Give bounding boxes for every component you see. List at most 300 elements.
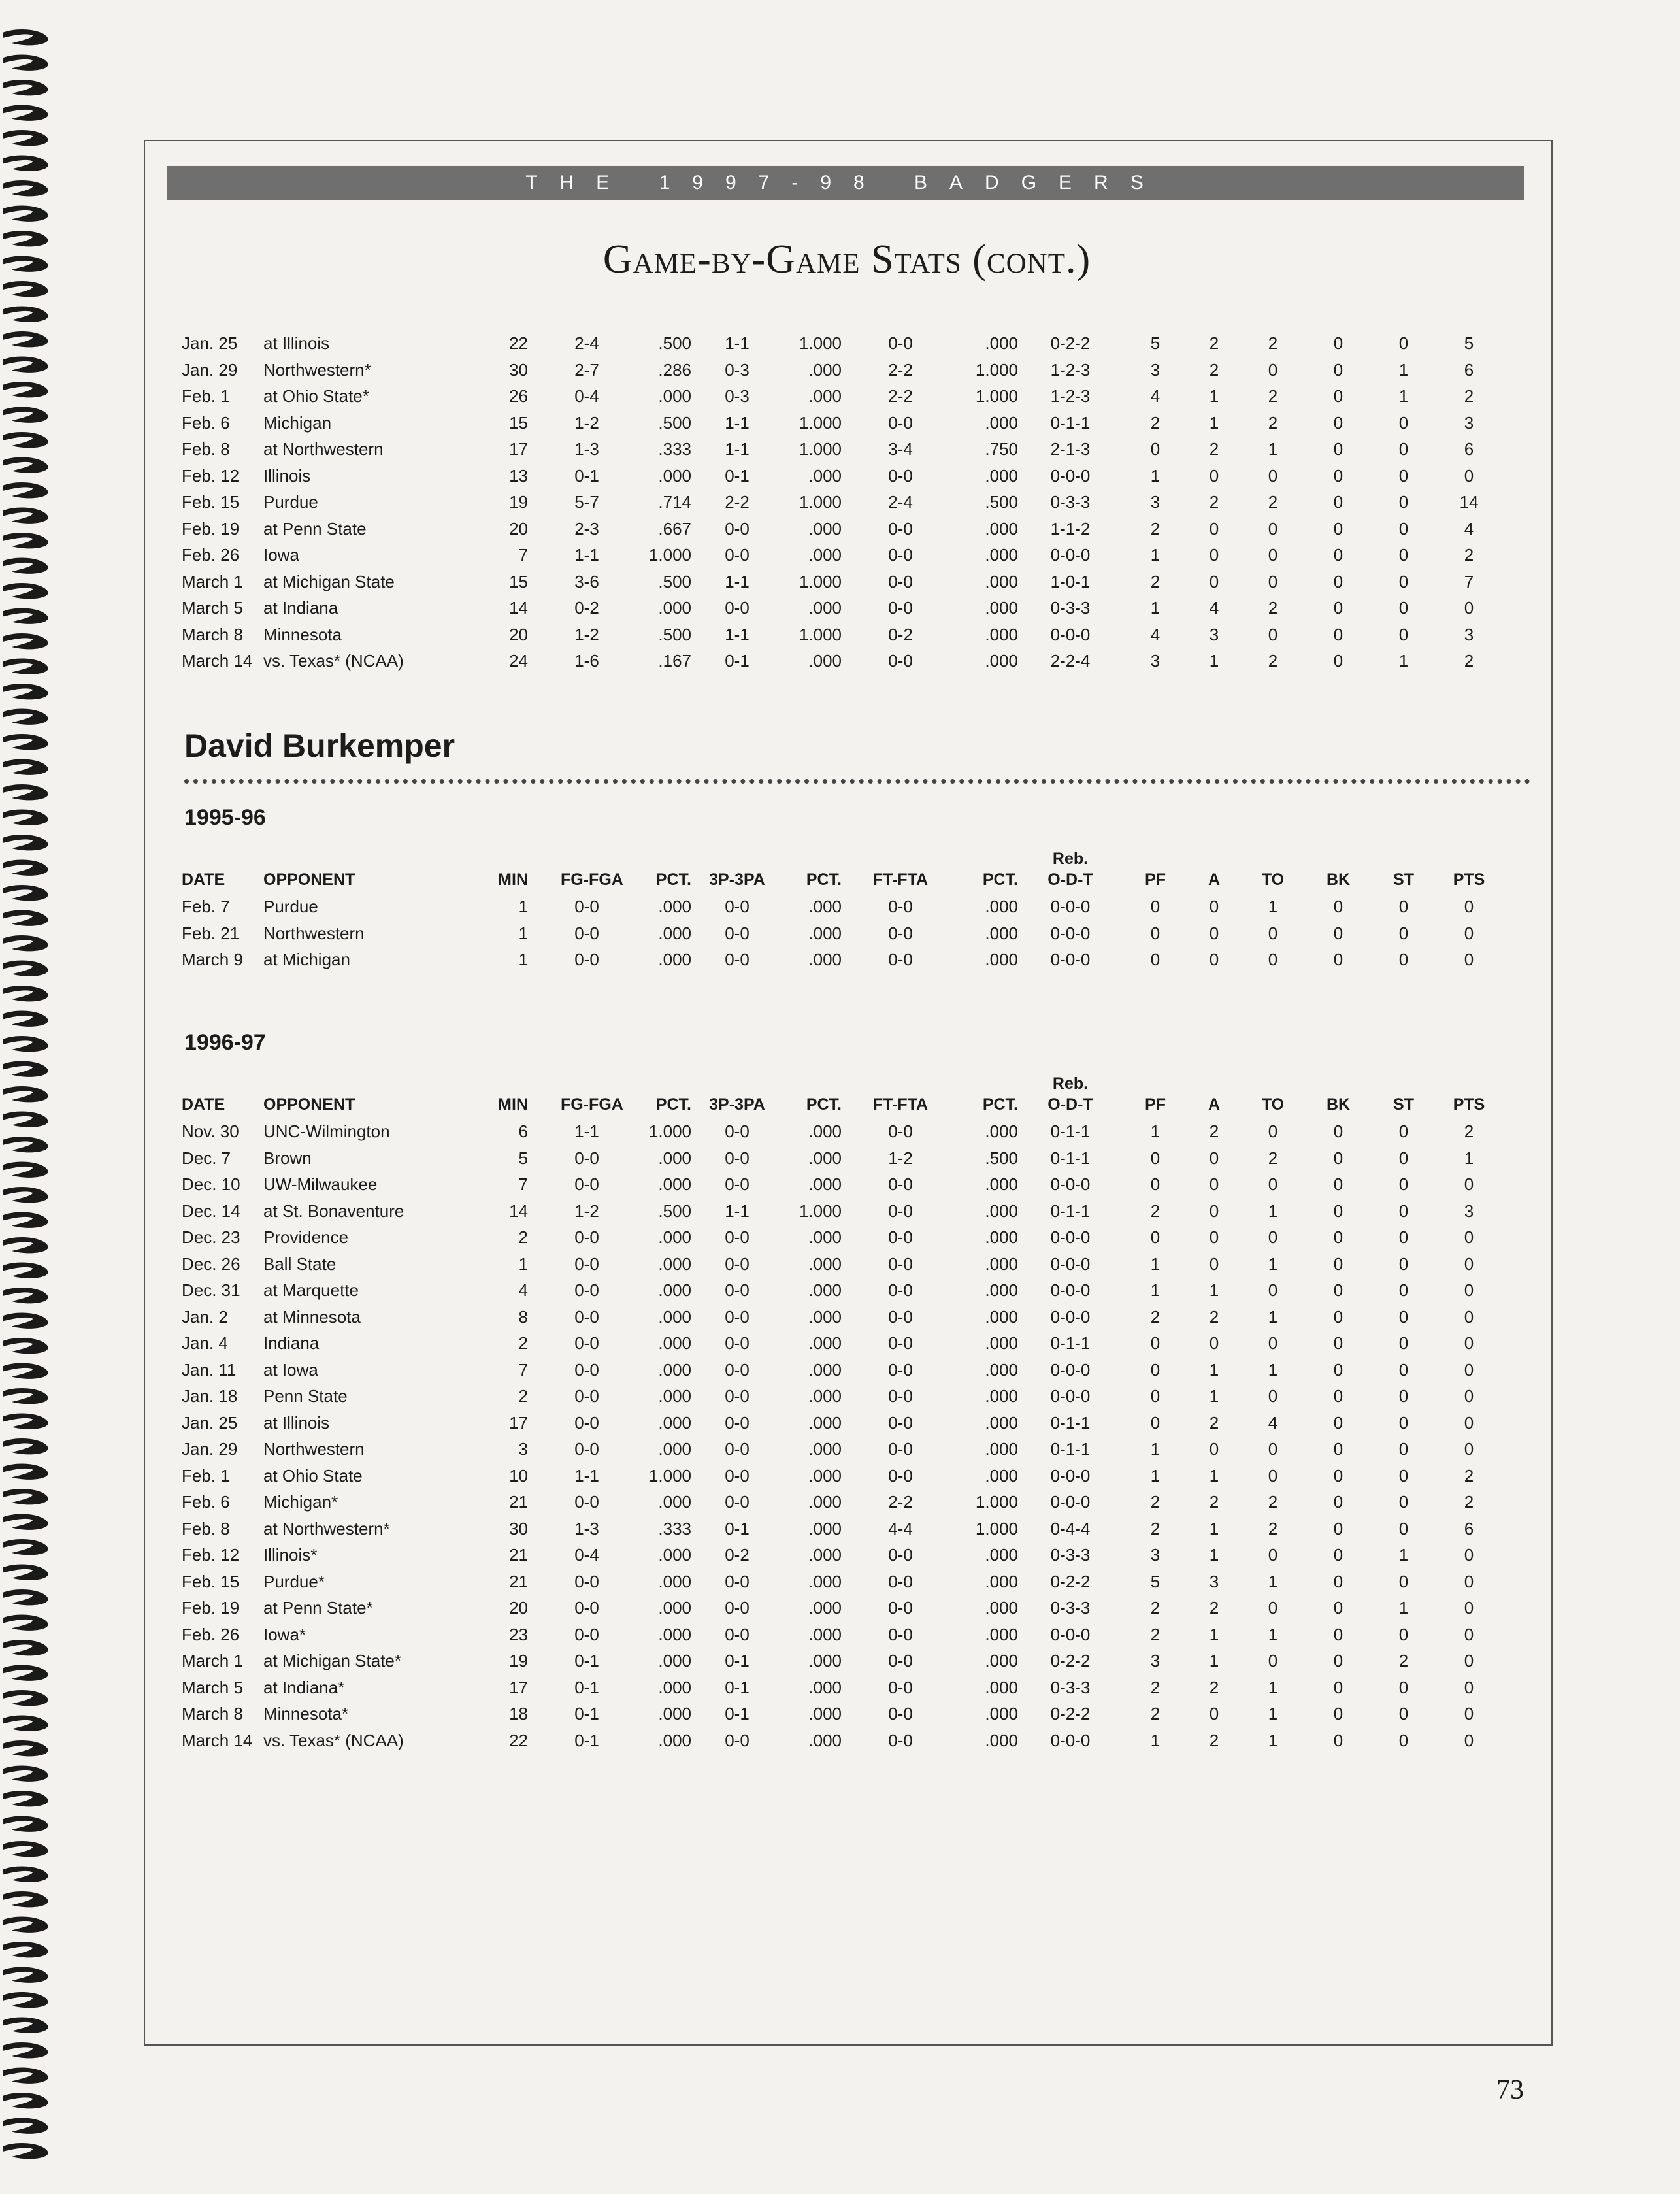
- stat-cell: 2: [1209, 1412, 1219, 1433]
- stat-cell: .000: [658, 923, 691, 943]
- spiral-coil: [3, 1539, 48, 1555]
- stat-cell: 1-2-3: [1050, 359, 1091, 380]
- stat-cell: 0: [1209, 1201, 1219, 1221]
- stat-cell: 0: [1150, 1359, 1161, 1380]
- stat-cell: .000: [658, 1148, 691, 1168]
- stat-cell: 0: [1398, 1148, 1409, 1168]
- stat-cell: .000: [658, 1571, 691, 1591]
- stat-cell: 2-2: [725, 492, 749, 512]
- stat-cell: 0-0: [888, 1280, 913, 1300]
- stat-cell: 0: [1333, 1333, 1343, 1353]
- stat-cell: .500: [658, 1201, 691, 1221]
- stat-cell: 0-0: [888, 598, 913, 618]
- stat-cell: 0: [1333, 1148, 1343, 1168]
- stat-cell: 0: [1398, 1122, 1409, 1141]
- spiral-coil: [3, 357, 48, 373]
- stat-cell: March 5: [182, 598, 243, 618]
- stat-cell: 0-0: [574, 1333, 599, 1353]
- stat-cell: 2: [1209, 1677, 1219, 1697]
- stat-cell: 0: [1333, 492, 1343, 512]
- stat-cell: Feb. 21: [182, 923, 240, 943]
- stat-cell: 21: [509, 1545, 528, 1565]
- stat-cell: .000: [658, 1545, 691, 1565]
- header-block-1: [182, 850, 1502, 897]
- stat-cell: 1: [1209, 1359, 1219, 1380]
- stat-cell: 2: [1268, 598, 1278, 618]
- spiral-coil: [3, 583, 48, 599]
- stat-cell: 1: [1268, 1571, 1278, 1591]
- stat-cell: 5: [1150, 333, 1161, 353]
- stat-cell: 0-0: [574, 923, 599, 943]
- spiral-coil: [3, 1137, 48, 1152]
- stat-cell: .000: [808, 923, 842, 943]
- spiral-coil: [3, 1615, 48, 1631]
- table-row: [182, 1439, 1502, 1466]
- stat-cell: 1-2: [888, 1148, 913, 1168]
- stat-cell: .000: [658, 1412, 691, 1433]
- stat-cell: .000: [985, 1465, 1018, 1486]
- stat-cell: 0: [1150, 1174, 1161, 1194]
- stat-cell: 2-7: [574, 359, 599, 380]
- stat-cell: UW-Milwaukee: [263, 1174, 378, 1194]
- stat-cell: 0: [1268, 518, 1278, 539]
- stat-cell: 2: [1464, 651, 1474, 671]
- table-row: [182, 333, 1502, 360]
- stat-cell: 0: [1333, 1201, 1343, 1221]
- stat-cell: March 14: [182, 1730, 253, 1750]
- stat-cell: 22: [509, 1730, 528, 1750]
- stat-cell: 0-0-0: [1050, 1492, 1091, 1512]
- stat-cell: .500: [985, 1148, 1018, 1168]
- spiral-coil: [3, 508, 48, 524]
- stat-cell: 0-0: [574, 1412, 599, 1433]
- stat-cell: 2: [1150, 1677, 1161, 1697]
- stat-cell: 14: [509, 1201, 528, 1221]
- stat-cell: 0-0: [725, 1359, 749, 1380]
- stat-cell: 4: [1150, 386, 1161, 406]
- stat-cell: UNC-Wilmington: [263, 1122, 390, 1141]
- stat-cell: 17: [509, 1412, 528, 1433]
- spiral-coil: [3, 935, 48, 951]
- spiral-coil: [3, 910, 48, 926]
- stat-cell: 0-0-0: [1050, 1359, 1091, 1380]
- stat-cell: Dec. 7: [182, 1148, 231, 1168]
- stat-cell: 2: [1268, 333, 1278, 353]
- stat-cell: at Penn State: [263, 518, 367, 539]
- stat-cell: 0-0: [888, 1359, 913, 1380]
- stat-cell: .000: [808, 1306, 842, 1327]
- spiral-coil: [3, 1388, 48, 1404]
- stat-cell: Jan. 25: [182, 1412, 238, 1433]
- stat-cell: Iowa: [263, 545, 299, 565]
- stat-cell: .000: [658, 386, 691, 406]
- stat-cell: .000: [658, 598, 691, 618]
- spiral-coil: [3, 1263, 48, 1278]
- table-row: [182, 1704, 1502, 1731]
- stat-cell: 1-1: [725, 571, 749, 591]
- stat-cell: 0: [1398, 1492, 1409, 1512]
- stat-cell: .000: [658, 1174, 691, 1194]
- spiral-coil: [3, 307, 48, 322]
- table-row: [182, 1148, 1502, 1175]
- stat-cell: Minnesota: [263, 624, 342, 644]
- stat-cell: 0: [1464, 1704, 1474, 1723]
- stat-cell: 0-0-0: [1050, 545, 1091, 565]
- stat-cell: Feb. 8: [182, 1518, 230, 1538]
- stat-cell: 0-0: [888, 1704, 913, 1723]
- stat-cell: 0-1-1: [1050, 412, 1091, 433]
- stat-cell: 0-0: [888, 545, 913, 565]
- stat-cell: 0: [1398, 1412, 1409, 1433]
- stat-cell: 0: [1398, 1201, 1409, 1221]
- stat-cell: 2: [1464, 386, 1474, 406]
- spiral-coil: [3, 759, 48, 775]
- spiral-coil: [3, 709, 48, 725]
- stat-cell: 0-0: [725, 1227, 749, 1247]
- column-header-cell: TO: [1261, 1095, 1285, 1114]
- stat-cell: 0: [1333, 1651, 1343, 1670]
- stat-cell: 0-1: [725, 1704, 749, 1723]
- stat-cell: 1-6: [574, 651, 599, 671]
- stat-cell: .500: [658, 571, 691, 591]
- stat-cell: 0: [1150, 1227, 1161, 1247]
- stat-cell: 0: [1150, 1412, 1161, 1433]
- stat-cell: 0: [1398, 1227, 1409, 1247]
- spiral-coil: [3, 457, 48, 473]
- stat-cell: 0: [1209, 1704, 1219, 1723]
- stat-cell: 10: [509, 1465, 528, 1486]
- stat-cell: 0: [1333, 1174, 1343, 1194]
- stat-cell: 0: [1398, 412, 1409, 433]
- stat-cell: 0: [1333, 1122, 1343, 1141]
- stat-cell: 0: [1464, 1651, 1474, 1670]
- stat-cell: 0: [1333, 1465, 1343, 1486]
- stat-cell: .000: [808, 1545, 842, 1565]
- stat-cell: 1.000: [975, 1492, 1018, 1512]
- stat-cell: 0: [1268, 359, 1278, 380]
- stat-cell: .000: [808, 1492, 842, 1512]
- table-row: [182, 950, 1502, 976]
- stat-cell: 2: [1464, 1465, 1474, 1486]
- reb-label: Reb.: [1052, 850, 1089, 868]
- column-header-cell: DATE: [182, 871, 225, 889]
- stat-cell: 0-0: [725, 1730, 749, 1750]
- stat-cell: 0-0: [725, 1624, 749, 1644]
- page-number: 73: [1496, 2075, 1524, 2105]
- stat-cell: 0-0: [888, 333, 913, 353]
- table-row: [182, 1731, 1502, 1757]
- stat-cell: 0-0: [725, 1333, 749, 1353]
- stat-cell: 1-0-1: [1050, 571, 1091, 591]
- stat-cell: Dec. 26: [182, 1254, 240, 1274]
- stat-cell: 1-1: [725, 624, 749, 644]
- stat-cell: .000: [658, 897, 691, 916]
- stat-cell: 0-0: [888, 651, 913, 671]
- spiral-coil: [3, 1640, 48, 1655]
- spiral-coil: [3, 1891, 48, 1907]
- stat-cell: 2: [1150, 518, 1161, 539]
- stat-cell: 0-0: [725, 1412, 749, 1433]
- stat-cell: 0: [1333, 1677, 1343, 1697]
- stat-cell: 0: [1333, 1704, 1343, 1723]
- stat-cell: 0: [1209, 1174, 1219, 1194]
- stat-cell: 0: [1150, 897, 1161, 916]
- stat-cell: 0: [1150, 1386, 1161, 1406]
- stat-cell: 3: [1464, 412, 1474, 433]
- stat-cell: Brown: [263, 1148, 312, 1168]
- stat-cell: .000: [658, 1254, 691, 1274]
- stat-cell: .000: [985, 1598, 1018, 1618]
- stat-cell: 0: [1398, 897, 1409, 916]
- spiral-coil: [3, 2068, 48, 2084]
- column-header-cell: A: [1208, 871, 1221, 889]
- stat-cell: Feb. 19: [182, 1598, 240, 1618]
- stat-cell: 0-0: [888, 1386, 913, 1406]
- stat-cell: 2: [1209, 1730, 1219, 1750]
- stat-cell: 0-0: [888, 412, 913, 433]
- stat-cell: .000: [658, 1439, 691, 1459]
- stat-cell: 1: [1268, 1254, 1278, 1274]
- stat-cell: at Indiana*: [263, 1677, 345, 1697]
- table-row: [182, 1254, 1502, 1281]
- column-header-cell: PCT.: [655, 871, 691, 889]
- stat-cell: 1-2: [574, 624, 599, 644]
- stat-cell: 0-0: [725, 518, 749, 539]
- stat-cell: 0-1-1: [1050, 1333, 1091, 1353]
- stat-cell: .500: [658, 412, 691, 433]
- stat-cell: March 5: [182, 1677, 243, 1697]
- stat-cell: .000: [658, 1306, 691, 1327]
- spiral-coil: [3, 1061, 48, 1077]
- stat-cell: 5-7: [574, 492, 599, 512]
- stat-cell: 14: [509, 598, 528, 618]
- column-header-cell: PF: [1145, 871, 1166, 889]
- table-row: [182, 1625, 1502, 1652]
- spiral-coil: [3, 1967, 48, 1983]
- spiral-coil: [3, 1589, 48, 1605]
- stat-cell: March 8: [182, 624, 243, 644]
- spiral-coil: [3, 1187, 48, 1203]
- stat-cell: 1: [1268, 1677, 1278, 1697]
- stat-cell: 0-0-0: [1050, 950, 1091, 969]
- stat-cell: 7: [518, 1174, 528, 1194]
- stat-cell: 20: [509, 1598, 528, 1618]
- stat-cell: 0: [1333, 439, 1343, 459]
- stat-cell: 2: [1150, 412, 1161, 433]
- stat-cell: 0-0-0: [1050, 923, 1091, 943]
- stat-cell: 1: [1150, 1439, 1161, 1459]
- stat-cell: 1: [1398, 386, 1409, 406]
- stat-cell: 2: [1268, 1518, 1278, 1538]
- stat-cell: 0: [1398, 1280, 1409, 1300]
- stat-cell: 4: [1464, 518, 1474, 539]
- stat-cell: Feb. 7: [182, 897, 230, 916]
- spiral-coil: [3, 1338, 48, 1354]
- stat-cell: 0-0-0: [1050, 1174, 1091, 1194]
- stat-cell: .333: [658, 1518, 691, 1538]
- stat-cell: 0: [1464, 1598, 1474, 1618]
- column-header-cell: MIN: [498, 871, 528, 889]
- stat-cell: 0-2-2: [1050, 1571, 1091, 1591]
- stat-cell: 0: [1150, 1333, 1161, 1353]
- stat-cell: 0-4: [574, 386, 599, 406]
- stat-cell: 0-0: [888, 1122, 913, 1141]
- stat-cell: 0: [1268, 1333, 1278, 1353]
- spiral-coil: [3, 2093, 48, 2108]
- stat-cell: 0-0-0: [1050, 465, 1091, 486]
- stat-cell: 17: [509, 439, 528, 459]
- stat-cell: 0-0: [574, 1598, 599, 1618]
- stat-cell: 20: [509, 624, 528, 644]
- stat-cell: 0: [1398, 571, 1409, 591]
- stat-cell: 0: [1333, 1492, 1343, 1512]
- stat-cell: 1: [1209, 1545, 1219, 1565]
- spiral-coil: [3, 835, 48, 850]
- stat-cell: at Marquette: [263, 1280, 359, 1300]
- stat-cell: .000: [985, 1227, 1018, 1247]
- stat-cell: at Ohio State*: [263, 386, 369, 406]
- spiral-coil: [3, 407, 48, 423]
- stat-cell: 4: [1209, 598, 1219, 618]
- stat-cell: Feb. 12: [182, 465, 240, 486]
- stat-cell: .000: [808, 598, 842, 618]
- table-row: [182, 466, 1502, 493]
- stat-cell: 0: [1209, 1439, 1219, 1459]
- player-name: David Burkemper: [184, 727, 455, 764]
- stat-cell: 0-0: [574, 950, 599, 969]
- stat-cell: 1-1: [725, 1201, 749, 1221]
- stat-cell: vs. Texas* (NCAA): [263, 651, 404, 671]
- stat-cell: Minnesota*: [263, 1704, 349, 1723]
- stat-cell: 0: [1333, 624, 1343, 644]
- column-header-cell: A: [1208, 1095, 1221, 1114]
- spiral-coil: [3, 1992, 48, 2008]
- table-row: [182, 1360, 1502, 1387]
- stat-cell: 0: [1398, 333, 1409, 353]
- stat-cell: 15: [509, 571, 528, 591]
- stat-cell: Purdue: [263, 492, 318, 512]
- stat-cell: 17: [509, 1677, 528, 1697]
- column-header-cell: BK: [1326, 871, 1351, 889]
- stat-cell: .000: [985, 1704, 1018, 1723]
- stat-cell: 1.000: [975, 386, 1018, 406]
- column-header-cell: FT-FTA: [872, 1095, 929, 1114]
- stat-cell: Jan. 11: [182, 1359, 237, 1380]
- stat-cell: 0-0: [888, 1730, 913, 1750]
- stat-cell: 0-0: [725, 1122, 749, 1141]
- spiral-coil: [3, 256, 48, 272]
- stat-cell: 1.000: [648, 1122, 691, 1141]
- stat-cell: 0: [1209, 571, 1219, 591]
- table-row: [182, 386, 1502, 413]
- stat-cell: at Michigan State*: [263, 1651, 402, 1670]
- stat-cell: 1: [1209, 1624, 1219, 1644]
- stat-cell: 0-1-1: [1050, 1148, 1091, 1168]
- stat-cell: .000: [658, 1333, 691, 1353]
- table-row: [182, 1280, 1502, 1307]
- stat-cell: 1: [1268, 1730, 1278, 1750]
- column-header-cell: PCT.: [806, 1095, 842, 1114]
- stat-cell: .000: [808, 1651, 842, 1670]
- stat-cell: 1: [1398, 651, 1409, 671]
- stat-cell: .000: [985, 1201, 1018, 1221]
- stat-cell: 0-4-4: [1050, 1518, 1091, 1538]
- spiral-coil: [3, 1917, 48, 1933]
- stat-cell: 0-0-0: [1050, 624, 1091, 644]
- stat-cell: Jan. 29: [182, 1439, 238, 1459]
- stat-cell: .000: [658, 1386, 691, 1406]
- stat-cell: 0-0: [725, 1306, 749, 1327]
- stat-cell: .000: [985, 1333, 1018, 1353]
- stat-cell: 0-0: [888, 1439, 913, 1459]
- stat-cell: 13: [509, 465, 528, 486]
- stat-cell: .750: [985, 439, 1018, 459]
- stat-cell: 0-4: [574, 1545, 599, 1565]
- stat-cell: 0-2: [888, 624, 913, 644]
- stat-cell: 1-1: [725, 333, 749, 353]
- spiral-coil: [3, 1086, 48, 1102]
- stat-cell: 2: [1209, 439, 1219, 459]
- stat-cell: 0: [1268, 465, 1278, 486]
- stat-cell: 1-1: [574, 1465, 599, 1486]
- column-header-cell: FG-FGA: [561, 871, 623, 889]
- stat-cell: 0-0-0: [1050, 1227, 1091, 1247]
- stat-cell: 1.000: [648, 1465, 691, 1486]
- stat-cell: 4: [1150, 624, 1161, 644]
- stat-cell: 0-0: [725, 923, 749, 943]
- stat-cell: 0-0: [725, 1571, 749, 1591]
- stat-cell: 3: [1150, 1545, 1161, 1565]
- stat-cell: Feb. 15: [182, 492, 240, 512]
- stat-cell: 0-0: [888, 897, 913, 916]
- column-header-cell: PTS: [1453, 1095, 1485, 1114]
- spiral-coil: [3, 1363, 48, 1379]
- stat-cell: 0: [1398, 1730, 1409, 1750]
- stat-cell: 6: [1464, 439, 1474, 459]
- stat-cell: 0: [1333, 1598, 1343, 1618]
- stat-cell: 2-2-4: [1050, 651, 1091, 671]
- stat-cell: .000: [808, 1412, 842, 1433]
- spiral-coil: [3, 382, 48, 397]
- stat-cell: 4: [518, 1280, 528, 1300]
- stat-cell: 0: [1464, 1677, 1474, 1697]
- stat-cell: 6: [1464, 359, 1474, 380]
- stat-cell: 0: [1333, 518, 1343, 539]
- stat-cell: 0-1: [725, 651, 749, 671]
- stat-cell: .000: [808, 1254, 842, 1274]
- spiral-coil: [3, 1942, 48, 1957]
- stat-cell: 0: [1398, 1677, 1409, 1697]
- spiral-coil: [3, 2143, 48, 2159]
- stat-cell: 2: [1209, 359, 1219, 380]
- table-row: [182, 897, 1502, 923]
- stat-cell: 4: [1268, 1412, 1278, 1433]
- spiral-coil: [3, 1212, 48, 1228]
- stat-cell: 1: [1209, 1518, 1219, 1538]
- stat-cell: at Illinois: [263, 1412, 330, 1433]
- stat-cell: 19: [509, 1651, 528, 1670]
- stat-cell: 1: [1268, 1306, 1278, 1327]
- stat-cell: 0: [1268, 1439, 1278, 1459]
- stat-cell: at Indiana: [263, 598, 338, 618]
- stat-cell: 0: [1333, 465, 1343, 486]
- stat-cell: Providence: [263, 1227, 349, 1247]
- spiral-coil: [3, 558, 48, 574]
- stat-cell: Feb. 1: [182, 1465, 230, 1486]
- stat-cell: 2: [518, 1227, 528, 1247]
- stat-cell: 0: [1150, 439, 1161, 459]
- stat-cell: 0-1: [574, 465, 599, 486]
